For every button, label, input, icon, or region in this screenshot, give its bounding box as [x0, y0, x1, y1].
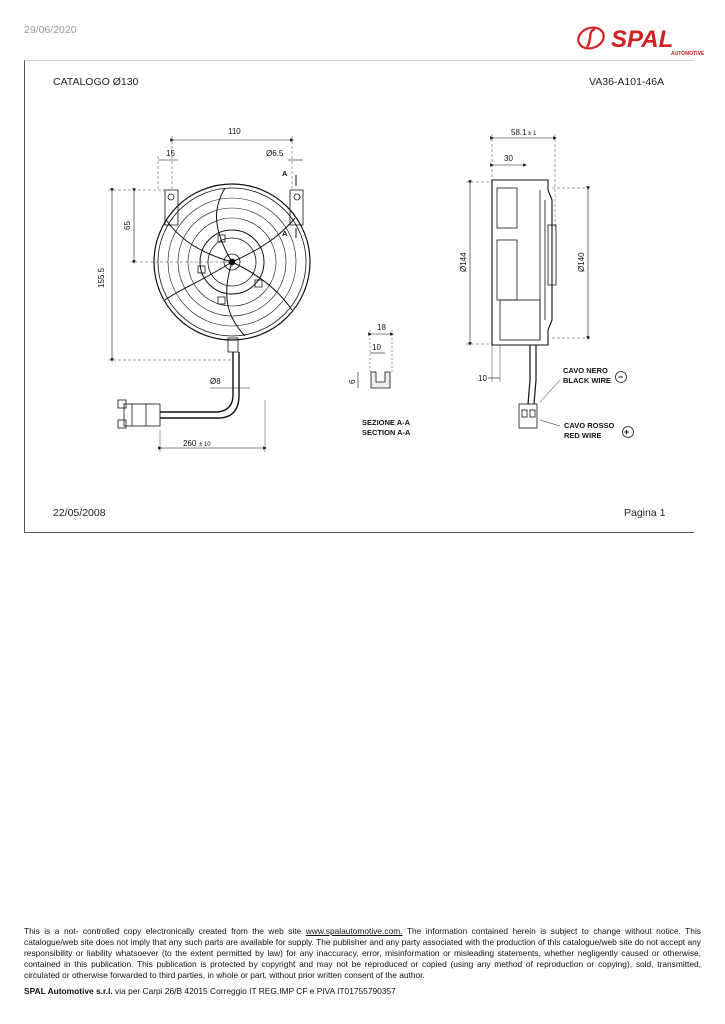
dim-width: 110 [228, 127, 241, 136]
front-view [108, 136, 310, 452]
section-dim-10: 10 [372, 343, 381, 352]
disclaimer-post: The information contained herein is subject to change without notice. This catalogue/web site does not imply that any such parts are available for supply. The publisher and any party associated with the production of this catalogue/web site do not accept any responsibility or liability whatsoever (to the extent permitted by law) for any inaccuracy, error, misinformation or misleading statements, whether negligently caused or otherwise, contained in this publication. This publication is protected by copyright and may not be reproduced or copied (using any method of reproduction or copying), sold, transmitted, circulated or otherwise forwarded to third parties, in whole or part, without prior written consent of the author. [24, 926, 701, 980]
wire-black-en: BLACK WIRE [563, 376, 611, 385]
side-dim-depth: 58.1 [511, 128, 527, 137]
side-dim-30: 30 [504, 154, 513, 163]
dim-cable-length: 260 [183, 439, 197, 448]
side-dim-144: Ø144 [459, 252, 468, 272]
dim-left: 15 [166, 149, 175, 158]
brand-name: SPAL [611, 26, 674, 53]
dim-upper: 65 [123, 221, 132, 230]
catalog-title: CATALOGO Ø130 [53, 76, 139, 88]
side-dim-140: Ø140 [577, 252, 586, 272]
wire-black-it: CAVO NERO [563, 366, 608, 375]
section-label-en: SECTION A-A [362, 428, 411, 437]
print-date: 29/06/2020 [24, 24, 77, 36]
wire-red-sign: + [624, 427, 630, 437]
dim-cable-tol: ± 10 [199, 442, 211, 448]
section-label-it: SEZIONE A-A [362, 418, 411, 427]
side-dim-depth-tol: ± 1 [528, 131, 537, 137]
section-view [358, 330, 392, 388]
side-view [466, 134, 634, 438]
company-info [24, 986, 396, 996]
disclaimer-pre: This is a not- controlled copy electronically created from the web site [24, 926, 306, 936]
company-name: SPAL Automotive s.r.l. [24, 986, 113, 996]
section-dim-18: 18 [377, 323, 386, 332]
part-number: VA36-A101-46A [589, 76, 665, 88]
section-dim-6: 6 [348, 379, 357, 384]
page-label: Pagina 1 [624, 507, 666, 519]
disclaimer [24, 926, 701, 981]
issue-date: 22/05/2008 [53, 507, 106, 519]
dim-cable: Ø8 [210, 377, 221, 386]
brand-tagline: AUTOMOTIVE [671, 51, 705, 57]
side-dim-10: 10 [478, 374, 487, 383]
website-link[interactable]: www.spalautomotive.com. [305, 926, 403, 936]
wire-black-sign: − [618, 372, 624, 382]
company-address: via per Carpi 26/B 42015 Correggio IT REG.IMP CF e PIVA IT01755790357 [112, 986, 396, 996]
wire-red-it: CAVO ROSSO [564, 421, 615, 430]
dim-hole: Ø6.5 [266, 149, 284, 158]
section-mark-bottom: A [282, 229, 288, 238]
wire-red-en: RED WIRE [564, 431, 602, 440]
dim-height: 155.5 [97, 267, 106, 288]
section-mark-top: A [282, 169, 288, 178]
